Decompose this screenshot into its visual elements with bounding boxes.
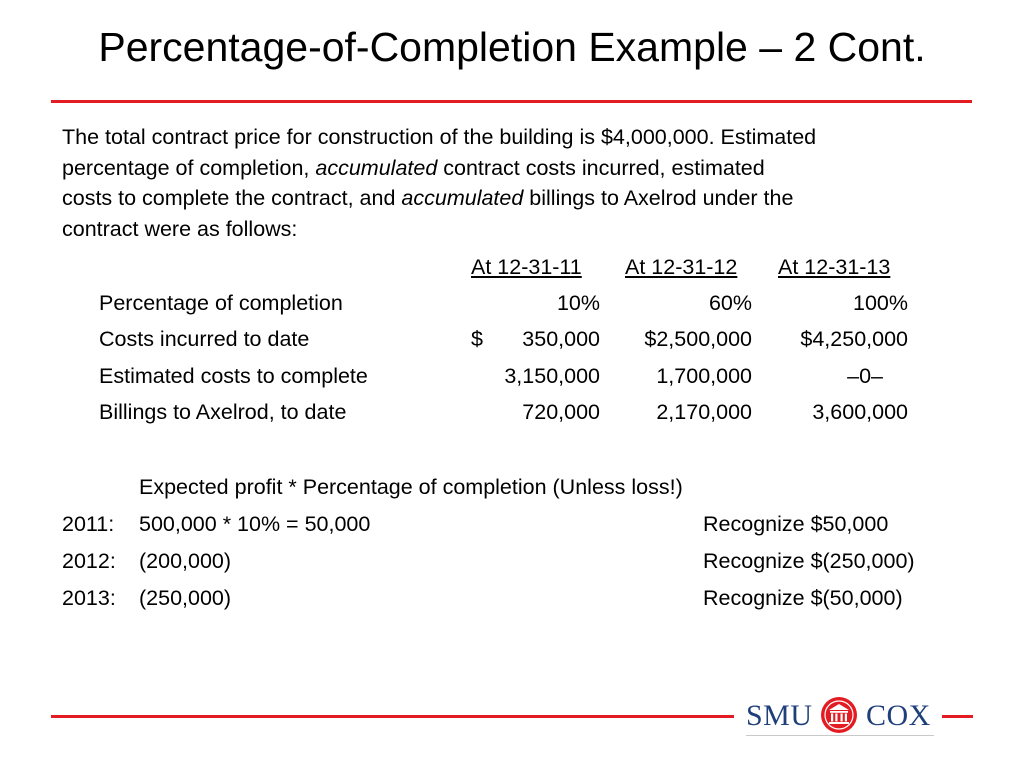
intro-line-3-em: accumulated <box>401 186 524 210</box>
year-2011-result: Recognize $50,000 <box>703 512 889 536</box>
row-percentage-2013: 100% <box>853 291 908 315</box>
intro-line-1: The total contract price for construction of the building is $4,000,000. Estimated <box>62 125 817 149</box>
intro-line-2-em: accumulated <box>315 155 438 180</box>
row-label-estimated-costs: Estimated costs to complete <box>99 364 368 388</box>
row-percentage-2011: 10% <box>556 291 600 315</box>
logo-underline <box>746 735 934 736</box>
row-costs-incurred-2012: $2,500,000 <box>644 327 752 351</box>
intro-line-3-b: billings to Axelrod under the <box>523 186 794 210</box>
year-2012-label: 2012: <box>62 549 116 573</box>
row-costs-incurred-currency: $ <box>471 327 483 351</box>
row-label-percentage: Percentage of completion <box>99 291 343 315</box>
row-estimated-costs-2012: 1,700,000 <box>656 364 752 388</box>
year-2013-label: 2013: <box>62 586 116 610</box>
row-label-billings: Billings to Axelrod, to date <box>99 400 347 424</box>
intro-paragraph <box>62 122 972 244</box>
intro-line-3 <box>62 183 972 214</box>
smu-cox-logo <box>746 695 936 737</box>
intro-line-3-a: costs to complete the contract, and <box>62 186 402 210</box>
row-billings-2013: 3,600,000 <box>812 400 908 424</box>
intro-line-2-a: percentage of completion, <box>62 155 316 180</box>
table-header-2013: At 12-31-13 <box>778 255 891 279</box>
logo-word-cox: COX <box>866 699 931 732</box>
row-label-costs-incurred: Costs incurred to date <box>99 327 310 351</box>
row-costs-incurred-2013: $4,250,000 <box>800 327 908 351</box>
footer-divider-left <box>51 715 734 718</box>
row-estimated-costs-2011: 3,150,000 <box>504 364 600 388</box>
table-header-2012: At 12-31-12 <box>625 255 738 279</box>
row-costs-incurred-2011: 350,000 <box>522 327 600 351</box>
formula-line: Expected profit * Percentage of completion (Unless loss!) <box>139 475 683 499</box>
year-2013-result: Recognize $(50,000) <box>703 586 903 610</box>
year-2011-label: 2011: <box>62 512 115 536</box>
slide-title: Percentage-of-Completion Example – 2 Cont. <box>98 24 926 70</box>
logo-word-smu: SMU <box>746 699 813 732</box>
title-divider <box>51 100 972 103</box>
row-estimated-costs-2013: –0– <box>847 364 883 388</box>
year-2012-calc: (200,000) <box>139 549 232 573</box>
year-2012-result: Recognize $(250,000) <box>703 549 915 573</box>
row-percentage-2012: 60% <box>708 291 752 315</box>
intro-line-2 <box>62 153 972 184</box>
intro-line-4: contract were as follows: <box>62 216 298 241</box>
row-billings-2011: 720,000 <box>522 400 600 424</box>
year-2013-calc: (250,000) <box>139 586 232 610</box>
seal-icon <box>819 695 859 735</box>
footer-divider-right <box>942 715 973 718</box>
table-header-2011: At 12-31-11 <box>471 255 582 279</box>
row-billings-2012: 2,170,000 <box>656 400 752 424</box>
intro-line-2-b: contract costs incurred, estimated <box>437 155 765 180</box>
year-2011-calc: 500,000 * 10% = 50,000 <box>139 512 371 536</box>
